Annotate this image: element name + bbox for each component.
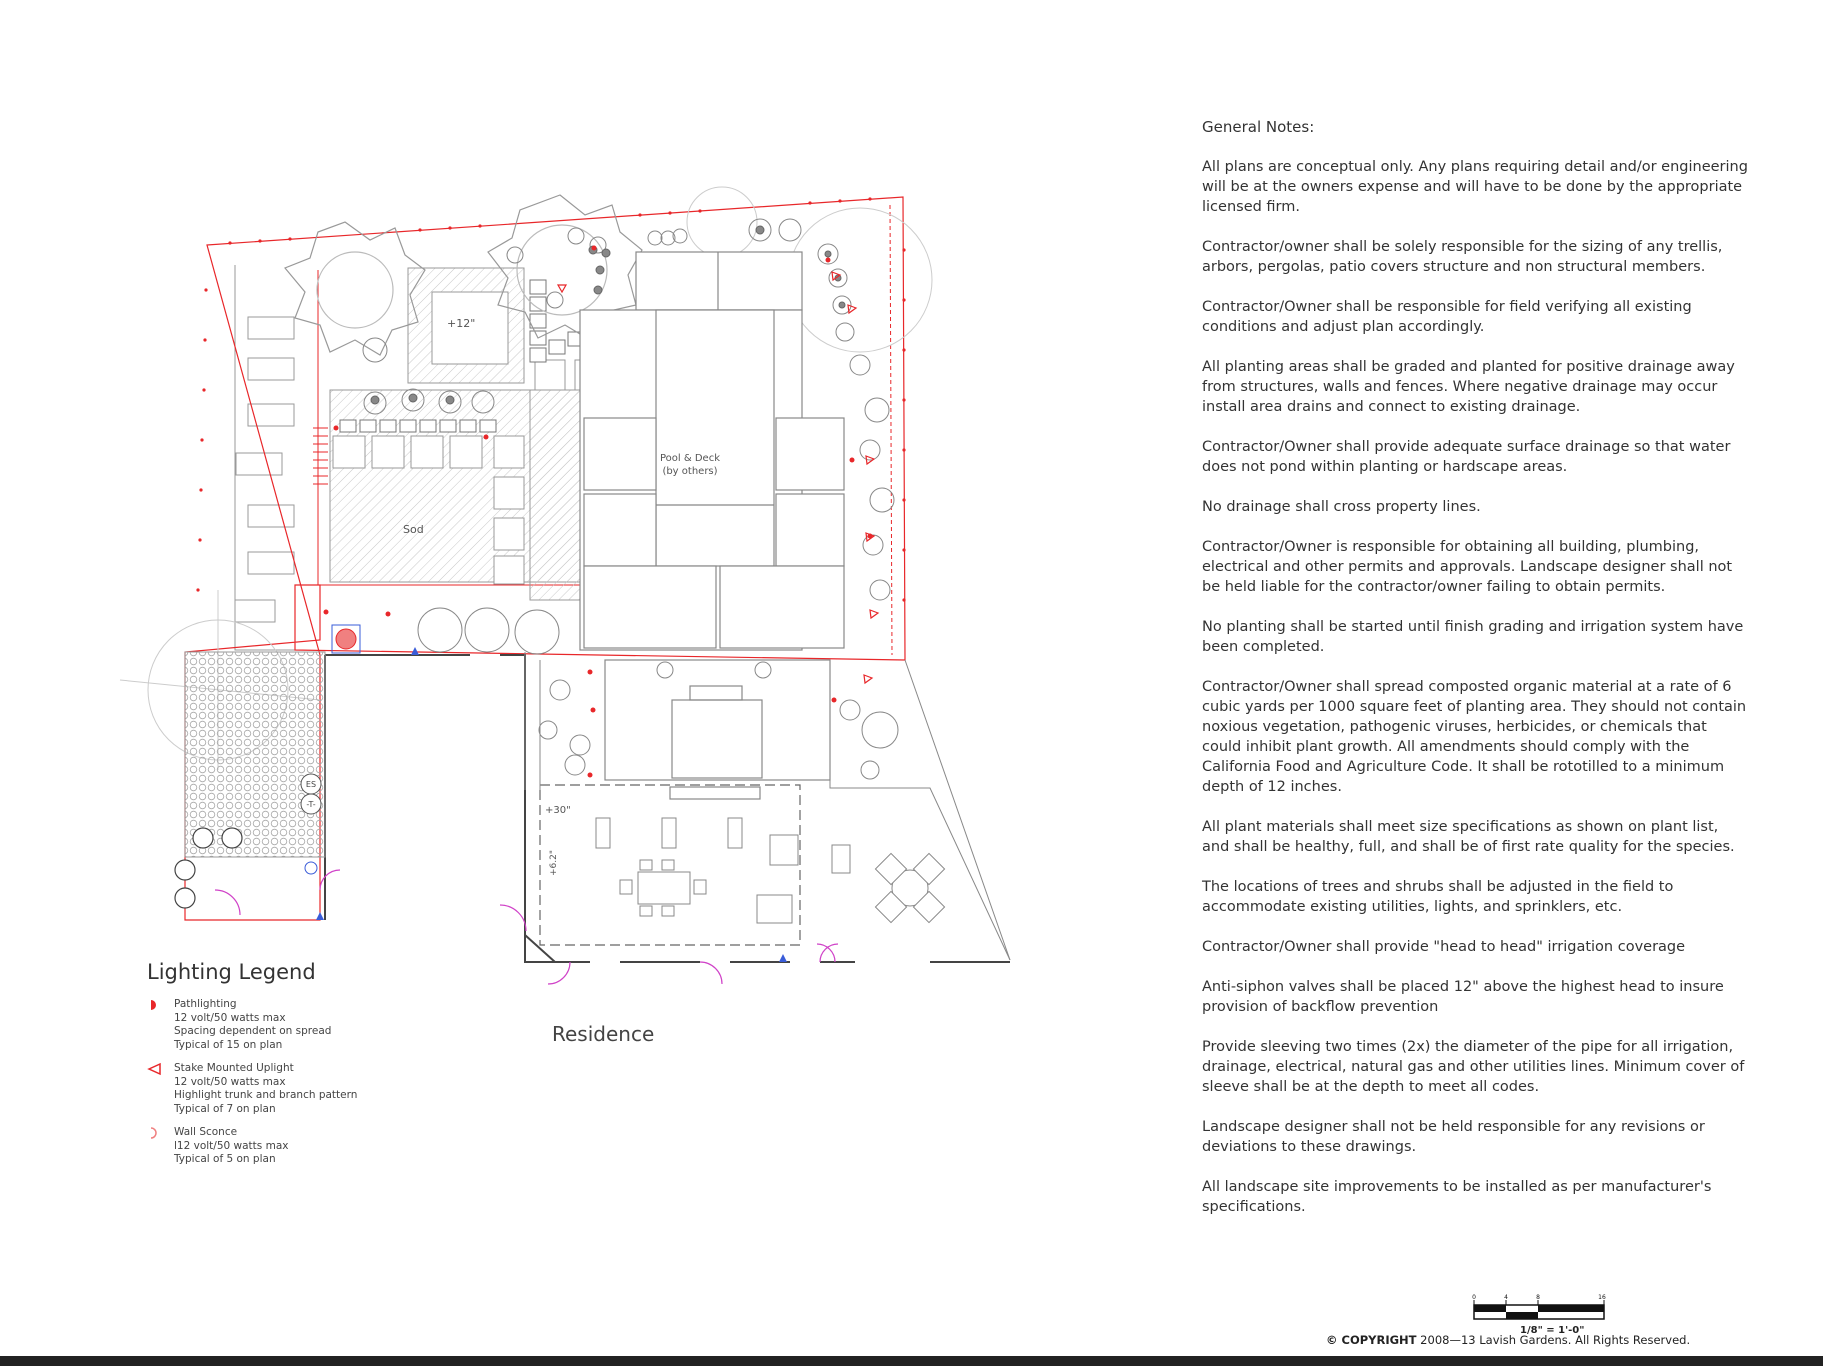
note-item: The locations of trees and shrubs shall be adjusted in the field to accommodate existing utilities, lights, and sprinklers, etc. xyxy=(1202,879,1674,915)
paver-patio xyxy=(185,652,325,857)
note-item: Contractor/Owner shall provide "head to head" irrigation coverage xyxy=(1202,939,1686,955)
wall-sconce-icon xyxy=(147,1126,161,1140)
note-item: Contractor/Owner shall spread composted organic material at a rate of 6 cubic yards per 1000 square feet of planting area. They should not contain noxious vegetation, pathogenic viruses, herbicides, or chemicals that could inhibit plant growth. All amendments should comply with the California Food and Agriculture Code. It shall be rototilled to a minimum depth of 12 inches. xyxy=(1202,679,1747,795)
general-notes xyxy=(1202,118,1750,1237)
note-item: All landscape site improvements to be installed as per manufacturer's specifications. xyxy=(1202,1179,1712,1215)
elevation-tag-12: +12" xyxy=(447,317,476,330)
fire-pit-seating xyxy=(875,853,944,922)
scale-label: 1/8" = 1'-0" xyxy=(1520,1325,1585,1336)
sod-label: Sod xyxy=(403,523,424,536)
note-item: Anti-siphon valves shall be placed 12" above the highest head to insure provision of backflow prevention xyxy=(1202,979,1724,1015)
site-plan xyxy=(0,0,1040,1080)
note-item: All planting areas shall be graded and planted for positive drainage away from structures, walls and fences. Where negative drainage may occur install area drains and connect to existing drainage. xyxy=(1202,359,1735,415)
legend-item-uplight: Stake Mounted Uplight 12 volt/50 watts max Highlight trunk and branch pattern Typical of 7 on plan xyxy=(147,1062,407,1116)
note-item: No drainage shall cross property lines. xyxy=(1202,499,1481,515)
pool-deck-label: Pool & Deck (by others) xyxy=(660,453,720,477)
elevation-tag-30: +30" xyxy=(545,805,571,816)
canopy-tree-1 xyxy=(285,222,425,355)
copyright-notice xyxy=(1326,1333,1690,1347)
scale-bar xyxy=(1472,1293,1612,1336)
copyright-text: 2008—13 Lavish Gardens. All Rights Reserved. xyxy=(1416,1333,1691,1347)
scale-tick-label: 8 xyxy=(1536,1294,1540,1301)
spa-feature xyxy=(332,625,360,653)
neighbor-strip xyxy=(235,265,300,650)
legend-item-pathlighting: Pathlighting 12 volt/50 watts max Spacing dependent on spread Typical of 15 on plan xyxy=(147,998,407,1052)
scale-tick-label: 0 xyxy=(1472,1294,1476,1301)
bottom-edge-bar xyxy=(0,1356,1823,1366)
note-item: All plant materials shall meet size specifications as shown on plant list, and shall be healthy, full, and shall be of first rate quality for the species. xyxy=(1202,819,1735,855)
elevation-tag-62: +6.2" xyxy=(549,850,559,876)
note-item: Contractor/Owner shall provide adequate surface drainage so that water does not pond within planting or hardscape areas. xyxy=(1202,439,1731,475)
red-steps xyxy=(313,428,328,484)
note-item: Landscape designer shall not be held responsible for any revisions or deviations to these drawings. xyxy=(1202,1119,1705,1155)
residence-label: Residence xyxy=(552,1022,655,1046)
lighting-legend xyxy=(147,960,407,1177)
note-item: Contractor/Owner is responsible for obtaining all building, plumbing, electrical and other permits and approvals. Landscape designer shall not be held liable for the contractor/owner failing to obtain permits. xyxy=(1202,539,1733,595)
note-item: Contractor/Owner shall be responsible for field verifying all existing conditions and adjust plan accordingly. xyxy=(1202,299,1692,335)
scale-tick-label: 16 xyxy=(1598,1294,1606,1301)
pool-deck xyxy=(580,252,844,650)
legend-title: Lighting Legend xyxy=(147,960,316,984)
lower-terrace xyxy=(605,660,830,799)
note-item: No planting shall be started until finish grading and irrigation system have been completed. xyxy=(1202,619,1744,655)
scale-tick-label: 4 xyxy=(1504,1294,1508,1301)
uplight-icon xyxy=(147,1062,163,1076)
equip-es-label: ES xyxy=(305,780,317,789)
note-item: Provide sleeving two times (2x) the diameter of the pipe for all irrigation, drainage, electrical, natural gas and other utilities lines. Minimum cover of sleeve shall be at the depth to meet all codes. xyxy=(1202,1039,1745,1095)
notes-title: General Notes: xyxy=(1202,118,1315,136)
copyright-mark: © COPYRIGHT xyxy=(1326,1333,1417,1347)
legend-item-wall-sconce: Wall Sconce l12 volt/50 watts max Typical of 5 on plan xyxy=(147,1126,407,1167)
note-item: All plans are conceptual only. Any plans requiring detail and/or engineering will be at the owners expense and will have to be done by the appropriate licensed firm. xyxy=(1202,159,1748,215)
equip-t-label: -T- xyxy=(306,800,316,809)
path-light-icon xyxy=(147,998,161,1012)
note-item: Contractor/owner shall be solely responsible for the sizing of any trellis, arbors, pergolas, patio covers structure and non structural members. xyxy=(1202,239,1723,275)
patio-dining-set xyxy=(596,818,850,923)
